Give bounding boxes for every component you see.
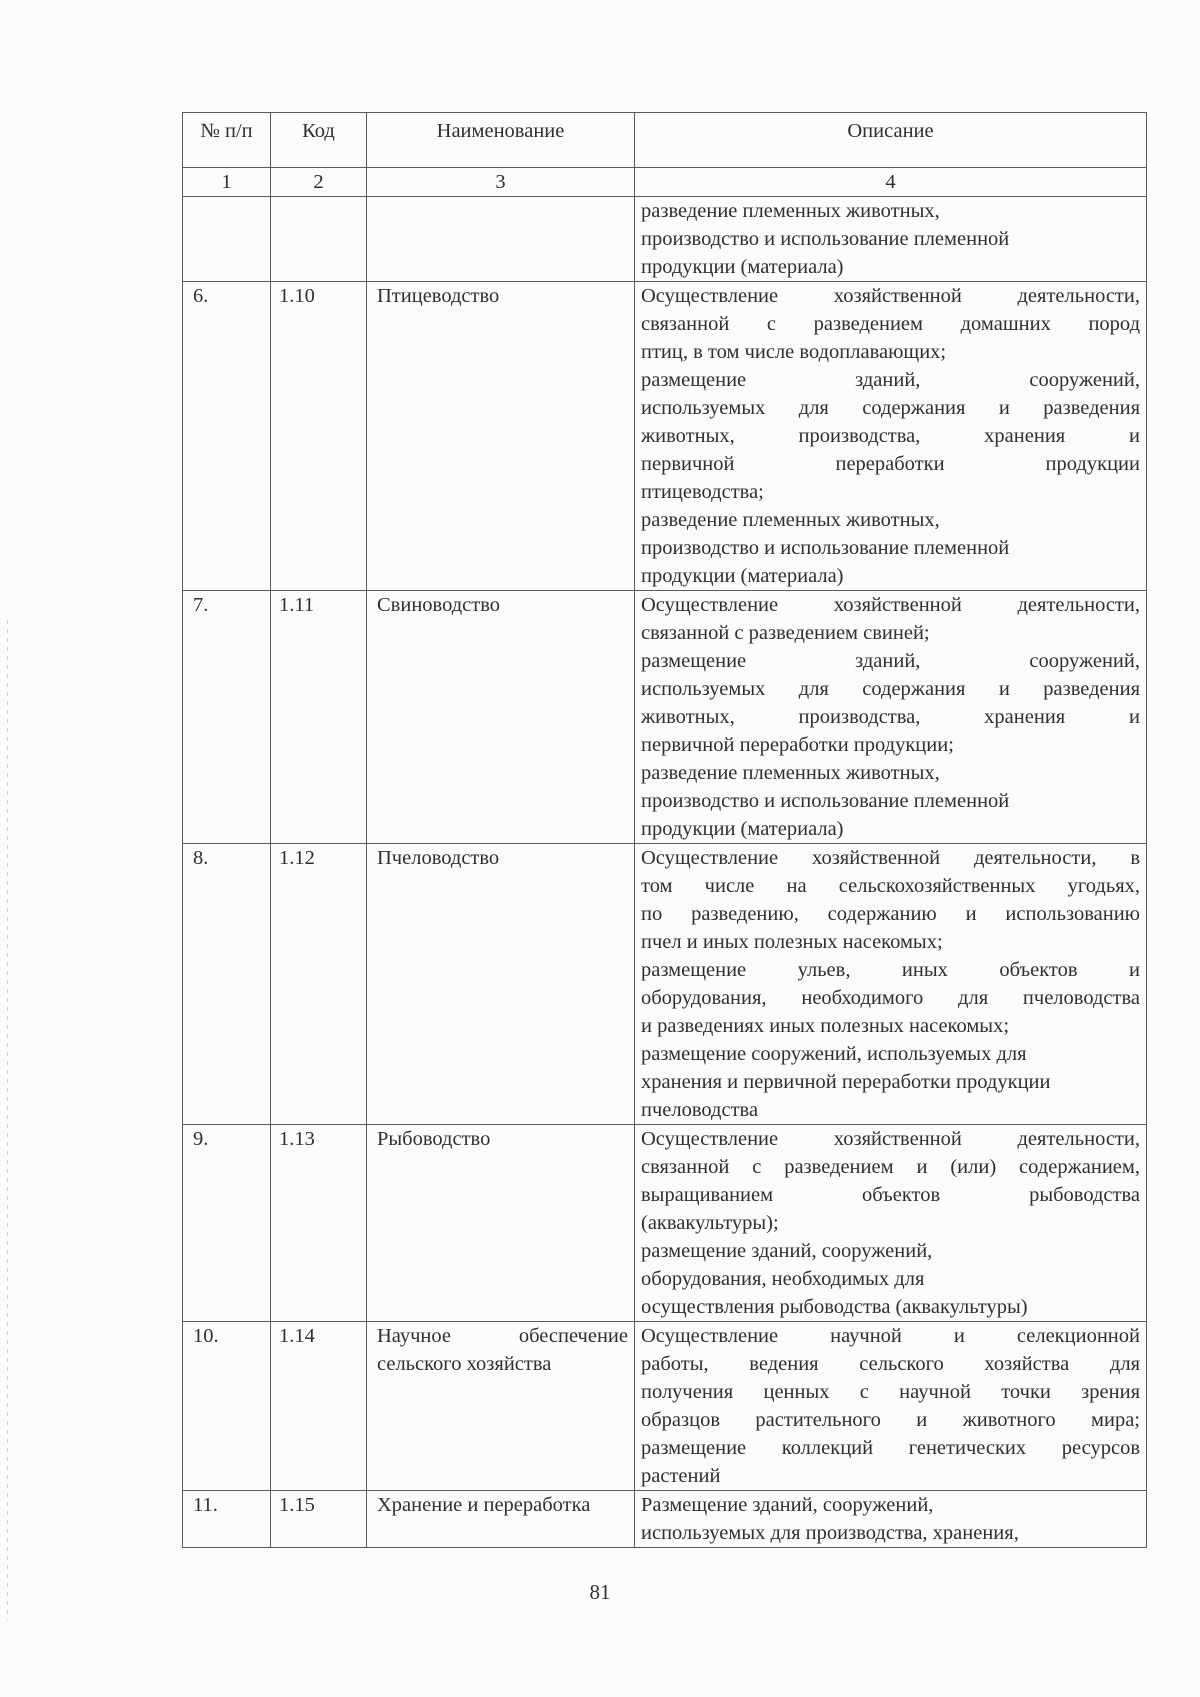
name-cell: Рыбоводство: [367, 1125, 635, 1322]
description-line: производство и использование племенной: [641, 537, 1010, 559]
header-row: [183, 113, 1147, 168]
description-line: первичной переработки продукции: [641, 453, 1140, 475]
description-line: птицеводства;: [641, 481, 764, 503]
name-cell: Свиноводство: [367, 591, 635, 844]
description-line: пчел и иных полезных насекомых;: [641, 931, 943, 953]
continuation-name: [367, 197, 635, 282]
description-cell: [635, 1125, 1147, 1322]
code-cell: 1.11: [271, 591, 367, 844]
code-cell: 1.12: [271, 844, 367, 1125]
continuation-row: [183, 197, 1147, 282]
header-num: № п/п: [183, 113, 271, 168]
page-number: 81: [589, 1580, 611, 1604]
description-line: первичной переработки продукции;: [641, 734, 954, 756]
description-line: по разведению, содержанию и использованию: [641, 903, 1140, 925]
description-line: животных, производства, хранения и: [641, 706, 1140, 728]
continuation-code: [271, 197, 367, 282]
description-line: хранения и первичной переработки продукции: [641, 1071, 1051, 1093]
description-line: Осуществление хозяйственной деятельности, в: [641, 847, 1140, 869]
description-cell: [635, 282, 1147, 591]
table-row: [183, 1125, 1147, 1322]
header-name: Наименование: [367, 113, 635, 168]
name-cell: Птицеводство: [367, 282, 635, 591]
description-line: Осуществление хозяйственной деятельности,: [641, 285, 1140, 307]
column-number: 3: [367, 168, 635, 197]
column-number: 2: [271, 168, 367, 197]
table-row: [183, 844, 1147, 1125]
code-cell: 1.14: [271, 1322, 367, 1491]
row-number-cell: 11.: [183, 1491, 271, 1548]
description-line: разведение племенных животных,: [641, 509, 940, 531]
description-line: размещение зданий, сооружений,: [641, 1240, 933, 1262]
table-row: [183, 591, 1147, 844]
row-number-cell: 10.: [183, 1322, 271, 1491]
column-number-row: [183, 168, 1147, 197]
description-cell: [635, 844, 1147, 1125]
description-line: используемых для содержания и разведения: [641, 678, 1140, 700]
description-line: связанной с разведением домашних пород: [641, 313, 1140, 335]
description-line: оборудования, необходимого для пчеловодства: [641, 987, 1140, 1009]
description-line: продукции (материала): [641, 565, 844, 587]
code-cell: 1.10: [271, 282, 367, 591]
description-line: разведение племенных животных,: [641, 762, 940, 784]
description-line: Осуществление научной и селекционной: [641, 1325, 1140, 1347]
continuation-description: [635, 197, 1147, 282]
description-line: производство и использование племенной: [641, 790, 1010, 812]
description-line: пчеловодства: [641, 1099, 759, 1121]
table-row: [183, 282, 1147, 591]
table-row: [183, 1491, 1147, 1548]
description-cell: [635, 591, 1147, 844]
continuation-num: [183, 197, 271, 282]
description-line: размещение коллекций генетических ресурсов: [641, 1437, 1140, 1459]
description-line: Осуществление хозяйственной деятельности,: [641, 594, 1140, 616]
description-line: размещение зданий, сооружений,: [641, 650, 1140, 672]
description-line: выращиванием объектов рыбоводства: [641, 1184, 1140, 1206]
description-cell: [635, 1491, 1147, 1548]
description-line: том числе на сельскохозяйственных угодьях,: [641, 875, 1140, 897]
name-cell: Научное обеспечение сельского хозяйства: [367, 1322, 635, 1491]
header-desc: Описание: [635, 113, 1147, 168]
code-cell: 1.15: [271, 1491, 367, 1548]
description-line: используемых для содержания и разведения: [641, 397, 1140, 419]
description-line: размещение ульев, иных объектов и: [641, 959, 1140, 981]
description-line: продукции (материала): [641, 256, 844, 278]
description-line: и разведениях иных полезных насекомых;: [641, 1015, 1010, 1037]
description-line: размещение зданий, сооружений,: [641, 369, 1140, 391]
description-line: связанной с разведением и (или) содержанием,: [641, 1156, 1140, 1178]
description-line: Размещение зданий, сооружений,: [641, 1494, 934, 1516]
row-number-cell: 7.: [183, 591, 271, 844]
column-number: 1: [183, 168, 271, 197]
table-row: [183, 1322, 1147, 1491]
description-line: получения ценных с научной точки зрения: [641, 1381, 1140, 1403]
description-line: животных, производства, хранения и: [641, 425, 1140, 447]
description-line: (аквакультуры);: [641, 1212, 779, 1234]
land-use-table: [182, 112, 1147, 1548]
name-cell: Хранение и переработка: [367, 1491, 635, 1548]
column-number: 4: [635, 168, 1147, 197]
description-line: разведение племенных животных,: [641, 200, 940, 222]
scan-edge-artifact: [7, 620, 8, 1620]
description-line: работы, ведения сельского хозяйства для: [641, 1353, 1140, 1375]
description-line: оборудования, необходимых для: [641, 1268, 925, 1290]
description-line: продукции (материала): [641, 818, 844, 840]
header-code: Код: [271, 113, 367, 168]
code-cell: 1.13: [271, 1125, 367, 1322]
row-number-cell: 9.: [183, 1125, 271, 1322]
row-number-cell: 8.: [183, 844, 271, 1125]
description-line: производство и использование племенной: [641, 228, 1010, 250]
name-cell: Пчеловодство: [367, 844, 635, 1125]
description-line: осуществления рыбоводства (аквакультуры): [641, 1296, 1028, 1318]
row-number-cell: 6.: [183, 282, 271, 591]
description-line: растений: [641, 1465, 721, 1487]
description-line: размещение сооружений, используемых для: [641, 1043, 1027, 1065]
description-line: связанной с разведением свиней;: [641, 622, 930, 644]
description-line: Осуществление хозяйственной деятельности,: [641, 1128, 1140, 1150]
description-line: образцов растительного и животного мира;: [641, 1409, 1140, 1431]
description-cell: [635, 1322, 1147, 1491]
description-line: используемых для производства, хранения,: [641, 1522, 1019, 1544]
description-line: птиц, в том числе водоплавающих;: [641, 341, 947, 363]
